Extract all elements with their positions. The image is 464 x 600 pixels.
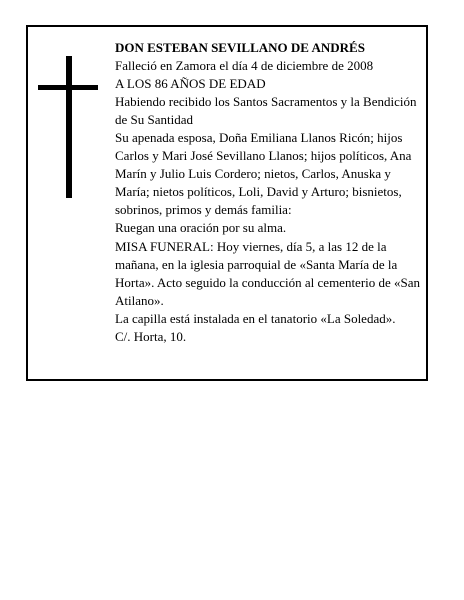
prayer-line: Ruegan una oración por su alma. [115, 220, 287, 236]
address-line: C/. Horta, 10. [115, 328, 187, 344]
sacraments-line: Habiendo recibido los Santos Sacramentos y la Bendición de Su Santidad [115, 94, 417, 128]
funeral-paragraph: MISA FUNERAL: Hoy viernes, día 5, a las 12 de la mañana, en la iglesia parroquial de «Santa María de la Horta». Acto seguido la conducción al cementerio de «San Atilano». [115, 238, 421, 308]
obituary-notice [26, 25, 428, 381]
death-line: Falleció en Zamora el día 4 de diciembre de 2008 [115, 58, 374, 74]
notice-body [115, 39, 425, 346]
chapel-line: La capilla está instalada en el tanatorio «La Soledad». [115, 310, 396, 326]
cross-vertical-bar [66, 56, 72, 198]
cross-horizontal-bar [38, 85, 98, 90]
deceased-name: DON ESTEBAN SEVILLANO DE ANDRÉS [115, 40, 365, 55]
age-line: A LOS 86 AÑOS DE EDAD [115, 76, 266, 92]
family-paragraph: Su apenada esposa, Doña Emiliana Llanos Ricón; hijos Carlos y Mari José Sevillano Llanos; hijos políticos, Ana Marín y Julio Luis Cordero; nietos, Carlos, Anuska y María; nietos políticos, Loli, David y Arturo; bisnietos, sobrinos, primos y demás familia: [115, 130, 412, 218]
